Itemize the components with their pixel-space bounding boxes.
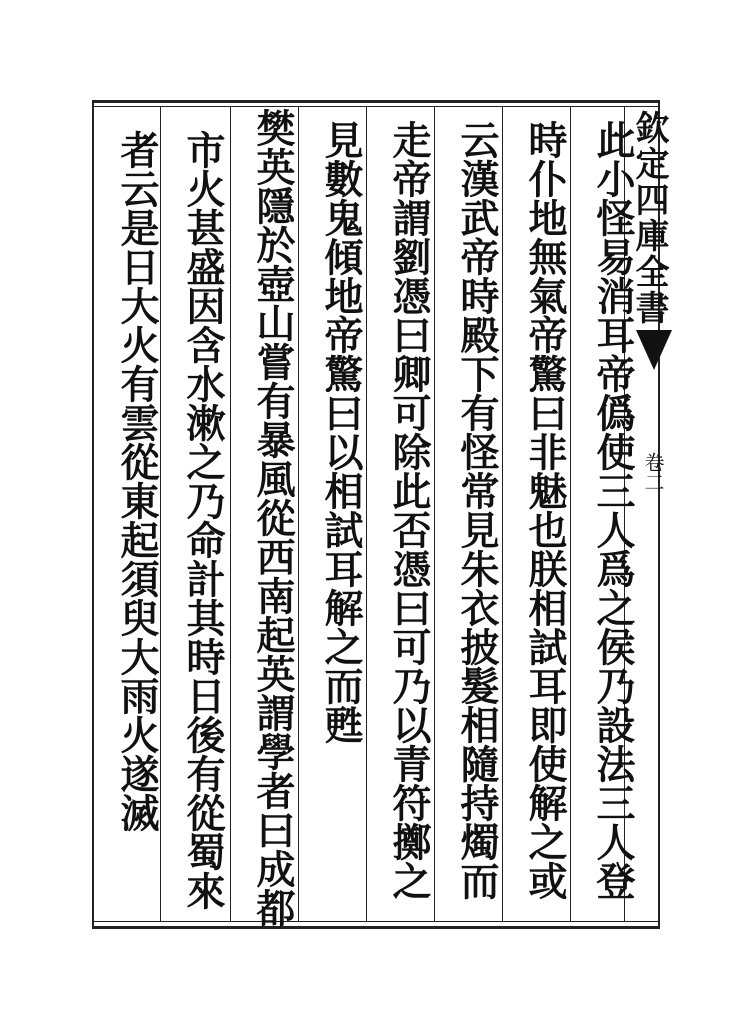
text-column-8: 者云是日大火有雲從東起須臾大雨火遂滅 xyxy=(114,130,160,832)
top-border-thin xyxy=(92,106,660,107)
text-column-1: 此小怪易消耳帝僞使三人爲之侯乃設法三人登 xyxy=(590,120,636,900)
column-divider xyxy=(570,106,571,921)
column-divider xyxy=(366,106,367,921)
column-divider xyxy=(502,106,503,921)
column-divider xyxy=(160,106,161,921)
text-column-4: 走帝謂劉憑曰卿可除此否憑曰可乃以青符擲之 xyxy=(386,120,432,900)
text-column-7: 市火甚盛因含水漱之乃命計其時日後有從蜀來 xyxy=(180,130,226,910)
bottom-border-thin xyxy=(92,921,660,922)
fish-tail-mark xyxy=(636,330,672,370)
left-border xyxy=(92,100,94,929)
bottom-border-thick xyxy=(92,926,660,929)
column-divider xyxy=(230,106,231,921)
top-border-thick xyxy=(92,100,660,103)
column-divider xyxy=(298,106,299,921)
text-column-6: 樊英隱於壺山嘗有暴風從西南起英謂學者曰成都 xyxy=(250,108,296,927)
text-column-3: 云漢武帝時殿下有怪常見朱衣披髮相隨持燭而 xyxy=(454,120,500,900)
volume-label: 卷二 xyxy=(641,452,665,492)
text-column-5: 見數鬼傾地帝驚曰以相試耳解之而甦 xyxy=(318,120,364,744)
book-title: 欽定四庫全書 xyxy=(629,110,669,326)
text-column-2: 時仆地無氣帝驚曰非魅也朕相試耳即使解之或 xyxy=(522,120,568,900)
column-divider xyxy=(434,106,435,921)
